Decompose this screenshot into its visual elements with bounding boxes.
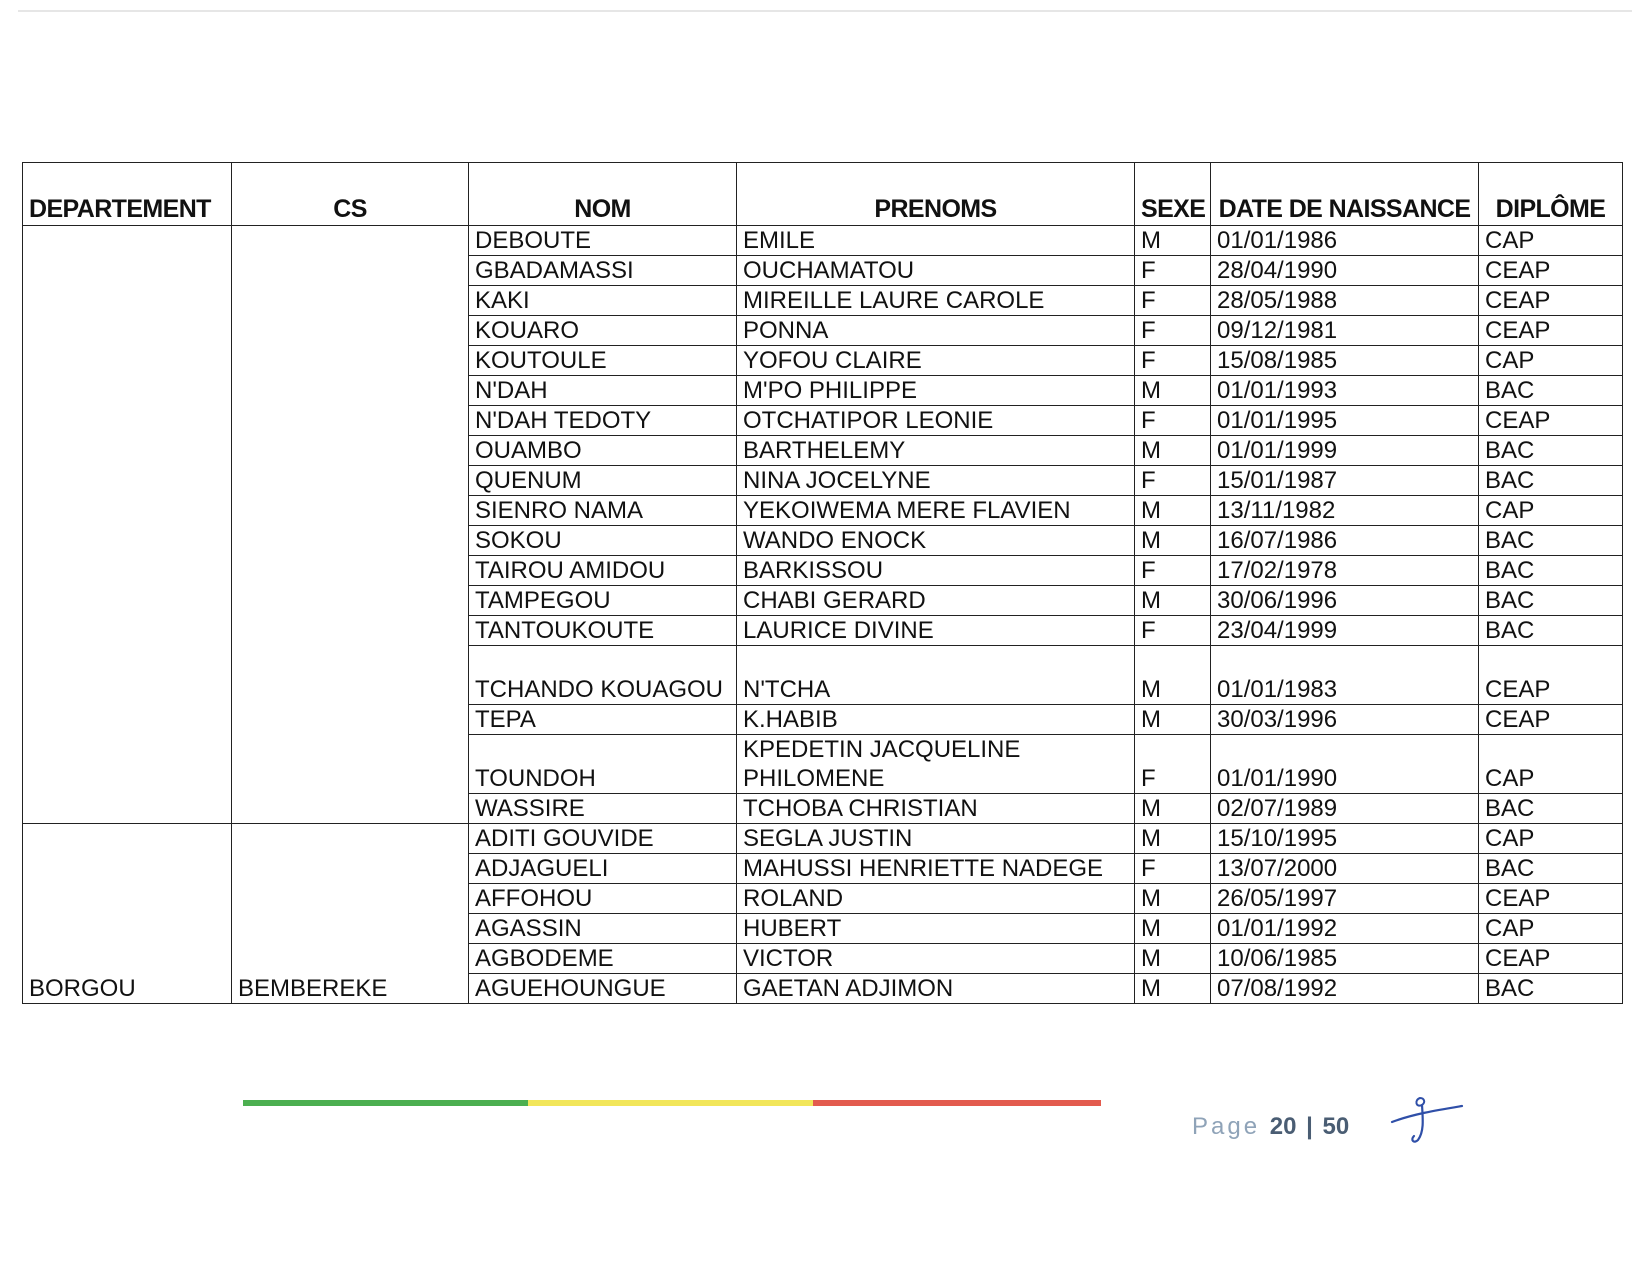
cell-nom: WASSIRE	[469, 794, 737, 824]
cell-date-naissance: 02/07/1989	[1211, 794, 1479, 824]
cell-sexe: F	[1135, 286, 1211, 316]
page-current: 20	[1269, 1113, 1297, 1140]
cell-nom: N'DAH TEDOTY	[469, 406, 737, 436]
cell-prenoms: PONNA	[737, 316, 1135, 346]
cell-nom: OUAMBO	[469, 436, 737, 466]
cell-date-naissance: 01/01/1990	[1211, 735, 1479, 794]
cell-diplome: CEAP	[1479, 406, 1623, 436]
cell-diplome: CEAP	[1479, 646, 1623, 705]
cell-nom: SIENRO NAMA	[469, 496, 737, 526]
cell-diplome: BAC	[1479, 466, 1623, 496]
cell-sexe: M	[1135, 974, 1211, 1004]
cell-nom: KOUTOULE	[469, 346, 737, 376]
cell-diplome: CEAP	[1479, 256, 1623, 286]
cell-diplome: CEAP	[1479, 286, 1623, 316]
header-diplome: DIPLÔME	[1479, 163, 1623, 226]
cell-nom: TANTOUKOUTE	[469, 616, 737, 646]
cell-prenoms: M'PO PHILIPPE	[737, 376, 1135, 406]
page-number	[1192, 1113, 1349, 1141]
cell-prenoms: WANDO ENOCK	[737, 526, 1135, 556]
cell-sexe: M	[1135, 436, 1211, 466]
cell-diplome: BAC	[1479, 974, 1623, 1004]
cell-date-naissance: 01/01/1983	[1211, 646, 1479, 705]
cell-sexe: M	[1135, 884, 1211, 914]
cell-cs	[232, 226, 469, 824]
cell-sexe: M	[1135, 824, 1211, 854]
table-row	[23, 824, 1623, 854]
cell-date-naissance: 28/05/1988	[1211, 286, 1479, 316]
cell-prenoms: LAURICE DIVINE	[737, 616, 1135, 646]
cell-date-naissance: 01/01/1995	[1211, 406, 1479, 436]
cell-prenoms: YOFOU CLAIRE	[737, 346, 1135, 376]
cell-sexe: F	[1135, 256, 1211, 286]
cell-date-naissance: 15/08/1985	[1211, 346, 1479, 376]
cell-prenoms: KPEDETIN JACQUELINE PHILOMENE	[737, 735, 1135, 794]
cell-sexe: M	[1135, 794, 1211, 824]
cell-nom: DEBOUTE	[469, 226, 737, 256]
cell-diplome: CAP	[1479, 346, 1623, 376]
cell-date-naissance: 01/01/1993	[1211, 376, 1479, 406]
cell-sexe: F	[1135, 735, 1211, 794]
cell-prenoms: MIREILLE LAURE CAROLE	[737, 286, 1135, 316]
cell-diplome: CEAP	[1479, 944, 1623, 974]
cell-diplome: BAC	[1479, 616, 1623, 646]
cell-sexe: M	[1135, 944, 1211, 974]
cell-nom: AGASSIN	[469, 914, 737, 944]
cell-nom: ADITI GOUVIDE	[469, 824, 737, 854]
cell-nom: TOUNDOH	[469, 735, 737, 794]
cell-nom: AGBODEME	[469, 944, 737, 974]
cell-date-naissance: 28/04/1990	[1211, 256, 1479, 286]
cell-date-naissance: 01/01/1986	[1211, 226, 1479, 256]
cell-prenoms: GAETAN ADJIMON	[737, 974, 1135, 1004]
page-separator: |	[1306, 1113, 1313, 1140]
cell-nom: TCHANDO KOUAGOU	[469, 646, 737, 705]
footer-bar-red	[813, 1100, 1101, 1106]
cell-date-naissance: 16/07/1986	[1211, 526, 1479, 556]
cell-nom: SOKOU	[469, 526, 737, 556]
cell-sexe: F	[1135, 316, 1211, 346]
cell-prenoms: HUBERT	[737, 914, 1135, 944]
signature-mark	[1388, 1090, 1468, 1150]
cell-date-naissance: 30/06/1996	[1211, 586, 1479, 616]
cell-sexe: M	[1135, 914, 1211, 944]
cell-date-naissance: 09/12/1981	[1211, 316, 1479, 346]
cell-date-naissance: 17/02/1978	[1211, 556, 1479, 586]
cell-date-naissance: 30/03/1996	[1211, 705, 1479, 735]
table-row	[23, 226, 1623, 256]
top-rule	[18, 10, 1632, 12]
cell-nom: N'DAH	[469, 376, 737, 406]
cell-nom: KOUARO	[469, 316, 737, 346]
cell-diplome: BAC	[1479, 854, 1623, 884]
cell-cs: BEMBEREKE	[232, 824, 469, 1004]
footer-bar-yellow	[528, 1100, 813, 1106]
cell-prenoms: K.HABIB	[737, 705, 1135, 735]
cell-sexe: M	[1135, 496, 1211, 526]
cell-sexe: M	[1135, 376, 1211, 406]
page-label: Page	[1192, 1113, 1261, 1140]
cell-sexe: F	[1135, 346, 1211, 376]
header-departement: DEPARTEMENT	[23, 163, 232, 226]
cell-sexe: M	[1135, 705, 1211, 735]
cell-date-naissance: 15/10/1995	[1211, 824, 1479, 854]
cell-diplome: BAC	[1479, 794, 1623, 824]
cell-prenoms: EMILE	[737, 226, 1135, 256]
cell-nom: TAIROU AMIDOU	[469, 556, 737, 586]
cell-nom: AFFOHOU	[469, 884, 737, 914]
cell-nom: GBADAMASSI	[469, 256, 737, 286]
page-total: 50	[1322, 1113, 1350, 1140]
cell-nom: KAKI	[469, 286, 737, 316]
header-nom: NOM	[469, 163, 737, 226]
cell-nom: TAMPEGOU	[469, 586, 737, 616]
cell-prenoms: CHABI GERARD	[737, 586, 1135, 616]
cell-prenoms: OUCHAMATOU	[737, 256, 1135, 286]
footer-color-bar	[243, 1100, 1101, 1106]
cell-sexe: M	[1135, 646, 1211, 705]
cell-date-naissance: 13/11/1982	[1211, 496, 1479, 526]
cell-diplome: BAC	[1479, 586, 1623, 616]
cell-diplome: CEAP	[1479, 884, 1623, 914]
cell-diplome: BAC	[1479, 556, 1623, 586]
cell-prenoms: BARTHELEMY	[737, 436, 1135, 466]
header-sexe: SEXE	[1135, 163, 1211, 226]
header-date-naissance: DATE DE NAISSANCE	[1211, 163, 1479, 226]
cell-sexe: F	[1135, 616, 1211, 646]
cell-nom: TEPA	[469, 705, 737, 735]
cell-departement	[23, 226, 232, 824]
cell-diplome: CAP	[1479, 735, 1623, 794]
cell-diplome: BAC	[1479, 526, 1623, 556]
cell-date-naissance: 15/01/1987	[1211, 466, 1479, 496]
cell-nom: QUENUM	[469, 466, 737, 496]
cell-prenoms: OTCHATIPOR LEONIE	[737, 406, 1135, 436]
cell-diplome: CEAP	[1479, 316, 1623, 346]
cell-prenoms: BARKISSOU	[737, 556, 1135, 586]
cell-sexe: M	[1135, 586, 1211, 616]
cell-diplome: CAP	[1479, 226, 1623, 256]
cell-diplome: CAP	[1479, 496, 1623, 526]
cell-sexe: F	[1135, 854, 1211, 884]
candidates-table	[22, 162, 1623, 1004]
cell-diplome: BAC	[1479, 436, 1623, 466]
cell-date-naissance: 23/04/1999	[1211, 616, 1479, 646]
cell-diplome: CEAP	[1479, 705, 1623, 735]
cell-sexe: F	[1135, 466, 1211, 496]
header-prenoms: PRENOMS	[737, 163, 1135, 226]
header-row	[23, 163, 1623, 226]
cell-nom: AGUEHOUNGUE	[469, 974, 737, 1004]
cell-date-naissance: 01/01/1999	[1211, 436, 1479, 466]
cell-prenoms: N'TCHA	[737, 646, 1135, 705]
header-cs: CS	[232, 163, 469, 226]
cell-prenoms: ROLAND	[737, 884, 1135, 914]
cell-date-naissance: 01/01/1992	[1211, 914, 1479, 944]
cell-sexe: M	[1135, 526, 1211, 556]
cell-sexe: F	[1135, 406, 1211, 436]
cell-diplome: CAP	[1479, 824, 1623, 854]
cell-prenoms: TCHOBA CHRISTIAN	[737, 794, 1135, 824]
cell-diplome: CAP	[1479, 914, 1623, 944]
cell-date-naissance: 26/05/1997	[1211, 884, 1479, 914]
cell-prenoms: VICTOR	[737, 944, 1135, 974]
footer-bar-green	[243, 1100, 528, 1106]
cell-nom: ADJAGUELI	[469, 854, 737, 884]
cell-prenoms: NINA JOCELYNE	[737, 466, 1135, 496]
cell-prenoms: SEGLA JUSTIN	[737, 824, 1135, 854]
cell-prenoms: YEKOIWEMA MERE FLAVIEN	[737, 496, 1135, 526]
cell-date-naissance: 07/08/1992	[1211, 974, 1479, 1004]
cell-sexe: M	[1135, 226, 1211, 256]
cell-diplome: BAC	[1479, 376, 1623, 406]
cell-departement: BORGOU	[23, 824, 232, 1004]
cell-date-naissance: 13/07/2000	[1211, 854, 1479, 884]
cell-prenoms: MAHUSSI HENRIETTE NADEGE	[737, 854, 1135, 884]
cell-date-naissance: 10/06/1985	[1211, 944, 1479, 974]
cell-sexe: F	[1135, 556, 1211, 586]
